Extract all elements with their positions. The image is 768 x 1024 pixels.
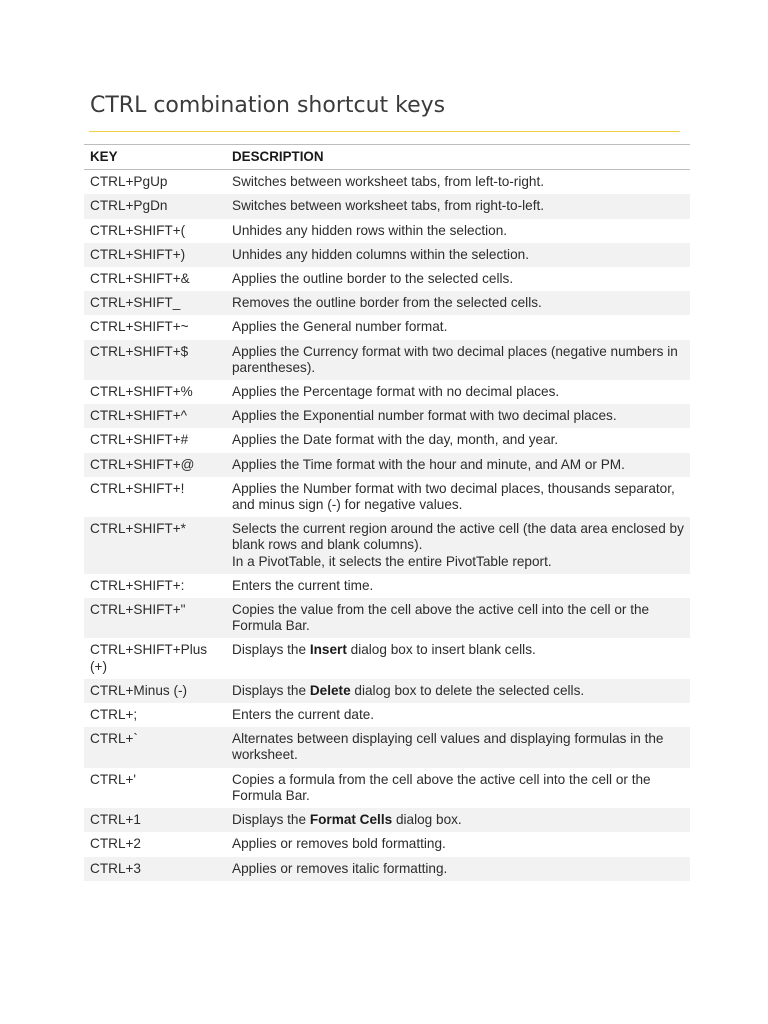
shortcut-description bbox=[226, 727, 690, 767]
shortcut-description bbox=[226, 598, 690, 638]
table-row bbox=[84, 679, 690, 703]
shortcut-key: CTRL+SHIFT_ bbox=[84, 291, 226, 315]
title-underline bbox=[89, 131, 680, 132]
table-row bbox=[84, 219, 690, 243]
shortcut-description bbox=[226, 267, 690, 291]
description-line: Applies the outline border to the selected cells. bbox=[232, 271, 514, 287]
description-line: In a PivotTable, it selects the entire PivotTable report. bbox=[232, 553, 552, 569]
description-line: Copies the value from the cell above the active cell into the cell or the Formula Bar. bbox=[232, 602, 650, 634]
description-line: Applies the Percentage format with no decimal places. bbox=[232, 384, 560, 400]
shortcut-description bbox=[226, 194, 690, 218]
table-row bbox=[84, 574, 690, 598]
table-row bbox=[84, 194, 690, 218]
shortcut-key: CTRL+2 bbox=[90, 836, 141, 852]
shortcut-description bbox=[226, 768, 690, 808]
description-line: Applies the Date format with the day, month, and year. bbox=[232, 432, 559, 448]
shortcut-key: CTRL+SHIFT+" bbox=[84, 598, 226, 638]
description-text: dialog box. bbox=[392, 812, 462, 828]
table-row bbox=[84, 170, 690, 195]
dialog-name-bold: Delete bbox=[309, 682, 351, 698]
shortcut-key: CTRL+SHIFT+# bbox=[90, 432, 189, 448]
shortcut-key: CTRL+Minus (-) bbox=[84, 679, 226, 703]
description-line bbox=[232, 683, 684, 699]
description-line: Applies the Currency format with two decimal places (negative numbers in parentheses). bbox=[232, 343, 678, 375]
table-row bbox=[84, 291, 690, 315]
shortcut-key: CTRL+SHIFT+! bbox=[90, 480, 185, 496]
shortcut-key: CTRL+PgUp bbox=[90, 174, 168, 190]
shortcut-key: CTRL+; bbox=[90, 707, 138, 723]
shortcut-description bbox=[226, 679, 690, 703]
shortcut-key: CTRL+' bbox=[90, 771, 137, 787]
description-line: Selects the current region around the active cell (the data area enclosed by blank rows and blank columns). bbox=[232, 521, 684, 553]
shortcut-key: CTRL+SHIFT+~ bbox=[90, 319, 189, 335]
description-line: Unhides any hidden rows within the selection. bbox=[232, 222, 508, 238]
description-line: Applies or removes italic formatting. bbox=[232, 860, 448, 876]
shortcut-description bbox=[226, 703, 690, 727]
table-row bbox=[84, 340, 690, 380]
shortcut-description bbox=[226, 380, 690, 404]
dialog-name-bold: Insert bbox=[309, 642, 347, 658]
description-line: Applies the Time format with the hour and minute, and AM or PM. bbox=[232, 456, 625, 472]
shortcut-description bbox=[226, 340, 690, 380]
shortcut-description bbox=[226, 638, 690, 678]
description-line: Applies or removes bold formatting. bbox=[232, 836, 446, 852]
shortcut-description bbox=[226, 808, 690, 832]
shortcut-description bbox=[226, 243, 690, 267]
description-line: Applies the Exponential number format with two decimal places. bbox=[232, 408, 617, 424]
shortcut-description bbox=[226, 477, 690, 517]
shortcut-description bbox=[226, 219, 690, 243]
page-title: CTRL combination shortcut keys bbox=[90, 93, 446, 118]
header-row bbox=[84, 145, 690, 170]
shortcut-key: CTRL+1 bbox=[84, 808, 226, 832]
description-text: Displays the bbox=[232, 642, 310, 658]
table-row bbox=[84, 477, 690, 517]
description-column-header: DESCRIPTION bbox=[226, 145, 690, 170]
shortcut-description bbox=[226, 832, 690, 856]
description-line: Alternates between displaying cell values and displaying formulas in the worksheet. bbox=[232, 731, 664, 763]
table-row bbox=[84, 638, 690, 678]
description-text: Displays the bbox=[232, 812, 310, 828]
table-header bbox=[84, 145, 690, 170]
table-row bbox=[84, 598, 690, 638]
table-row bbox=[84, 404, 690, 428]
shortcut-key: CTRL+SHIFT+& bbox=[90, 271, 190, 287]
description-line bbox=[232, 642, 684, 658]
shortcut-key: CTRL+SHIFT+% bbox=[90, 384, 193, 400]
table-row bbox=[84, 832, 690, 856]
table-row bbox=[84, 267, 690, 291]
shortcut-description bbox=[226, 857, 690, 881]
shortcut-key: CTRL+3 bbox=[84, 857, 226, 881]
description-line: Unhides any hidden columns within the selection. bbox=[232, 246, 529, 262]
shortcut-description bbox=[226, 404, 690, 428]
table-row bbox=[84, 517, 690, 574]
description-line: Enters the current date. bbox=[232, 707, 375, 723]
table-row bbox=[84, 768, 690, 808]
shortcut-key: CTRL+SHIFT+^ bbox=[84, 404, 226, 428]
description-text: dialog box to delete the selected cells. bbox=[350, 682, 585, 698]
shortcut-key: CTRL+SHIFT+Plus (+) bbox=[90, 642, 208, 674]
description-line: Applies the Number format with two decimal places, thousands separator, and minus sign (-) for negative values. bbox=[232, 480, 675, 513]
shortcut-key: CTRL+SHIFT+) bbox=[84, 243, 226, 267]
shortcut-key: CTRL+` bbox=[84, 727, 226, 767]
shortcut-description bbox=[226, 517, 690, 574]
shortcut-key: CTRL+SHIFT+$ bbox=[84, 340, 226, 380]
description-line: Switches between worksheet tabs, from right-to-left. bbox=[232, 198, 545, 214]
shortcut-description bbox=[226, 428, 690, 452]
description-line bbox=[232, 812, 684, 828]
description-line: Copies a formula from the cell above the active cell into the cell or the Formula Bar. bbox=[232, 771, 651, 803]
table-row bbox=[84, 453, 690, 477]
shortcut-description bbox=[226, 170, 690, 195]
table-row bbox=[84, 703, 690, 727]
description-line: Applies the General number format. bbox=[232, 319, 448, 335]
shortcut-description bbox=[226, 574, 690, 598]
description-text: Displays the bbox=[232, 682, 310, 698]
table-row bbox=[84, 727, 690, 767]
shortcut-description bbox=[226, 453, 690, 477]
description-line: Removes the outline border from the selected cells. bbox=[232, 295, 542, 311]
table-row bbox=[84, 428, 690, 452]
table-row bbox=[84, 857, 690, 881]
table-row bbox=[84, 808, 690, 832]
shortcut-table bbox=[84, 144, 690, 881]
description-line: Enters the current time. bbox=[232, 577, 374, 593]
shortcut-key: CTRL+SHIFT+* bbox=[84, 517, 226, 574]
dialog-name-bold: Format Cells bbox=[309, 812, 393, 828]
table-row bbox=[84, 315, 690, 339]
shortcut-key: CTRL+SHIFT+: bbox=[90, 577, 185, 593]
description-line: Switches between worksheet tabs, from left-to-right. bbox=[232, 174, 545, 190]
description-text: dialog box to insert blank cells. bbox=[346, 642, 536, 658]
shortcut-description bbox=[226, 315, 690, 339]
shortcut-description bbox=[226, 291, 690, 315]
table-body bbox=[84, 170, 690, 881]
key-column-header: KEY bbox=[84, 145, 226, 170]
table-row bbox=[84, 380, 690, 404]
shortcut-key: CTRL+SHIFT+@ bbox=[84, 453, 226, 477]
table-row bbox=[84, 243, 690, 267]
shortcut-key: CTRL+SHIFT+( bbox=[90, 222, 186, 238]
shortcut-key: CTRL+PgDn bbox=[84, 194, 226, 218]
